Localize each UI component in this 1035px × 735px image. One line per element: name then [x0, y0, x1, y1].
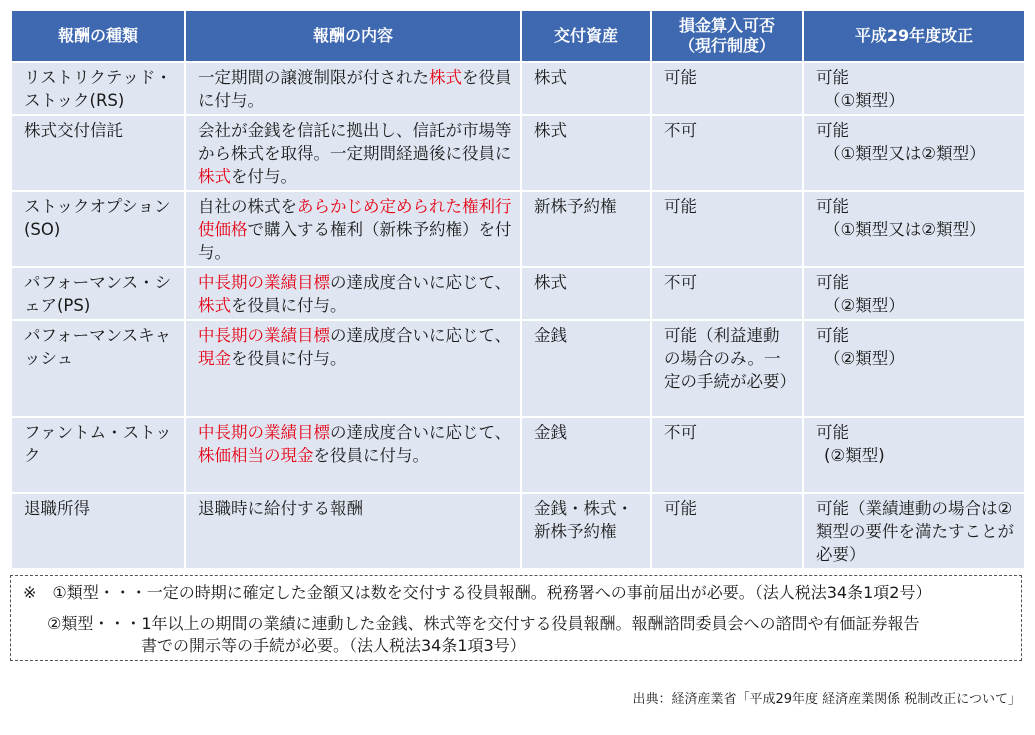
- cell-type: ストックオプション(SO): [12, 190, 186, 266]
- highlight-text: 中長期の業績目標: [198, 273, 330, 292]
- cell-asset: 金銭: [522, 319, 652, 416]
- revision-main: 可能: [816, 273, 849, 292]
- cell-asset: 株式: [522, 61, 652, 114]
- revision-sub: （①類型又は②類型）: [824, 220, 986, 239]
- cell-content: [186, 492, 522, 568]
- content-text: の達成度合いに応じて、: [330, 423, 512, 442]
- revision-sub: （①類型）: [824, 91, 905, 110]
- table-row: [12, 416, 1024, 492]
- content-text: 一定期間の譲渡制限が付された: [198, 68, 429, 87]
- content-text: の達成度合いに応じて、: [330, 326, 512, 345]
- table-row: [12, 492, 1024, 568]
- cell-asset: 金銭: [522, 416, 652, 492]
- cell-content: [186, 319, 522, 416]
- header-deductible-line2: （現行制度）: [678, 36, 775, 55]
- revision-main: 可能（業績連動の場合は②類型の要件を満たすことが必要）: [816, 499, 1014, 564]
- content-text: を役員に付与。: [198, 68, 512, 110]
- cell-revision: [804, 114, 1024, 190]
- cell-revision: [804, 319, 1024, 416]
- highlight-text: 株式: [429, 68, 462, 87]
- header-deductible: [652, 11, 804, 61]
- content-text: で購入する権利（新株予約権）を付与。: [198, 220, 512, 262]
- cell-asset: 株式: [522, 266, 652, 319]
- header-deductible-line1: 損金算入可否: [678, 16, 775, 35]
- content-text: を役員に付与。: [231, 349, 347, 368]
- cell-deductible: 可能（利益連動の場合のみ。一定の手続が必要）: [652, 319, 804, 416]
- highlight-text: 中長期の業績目標: [198, 326, 330, 345]
- cell-type: パフォーマンス・シェア(PS): [12, 266, 186, 319]
- cell-revision: [804, 416, 1024, 492]
- table-row: [12, 114, 1024, 190]
- cell-content: [186, 61, 522, 114]
- cell-revision: [804, 190, 1024, 266]
- revision-main: 可能: [816, 68, 849, 87]
- content-text: 自社の株式を: [198, 197, 297, 216]
- cell-type: ファントム・ストック: [12, 416, 186, 492]
- content-text: 退職時に給付する報酬: [198, 499, 363, 518]
- cell-asset: 金銭・株式・新株予約権: [522, 492, 652, 568]
- revision-sub: （②類型）: [824, 349, 905, 368]
- cell-revision: [804, 266, 1024, 319]
- table-row: [12, 190, 1024, 266]
- cell-deductible: 可能: [652, 190, 804, 266]
- content-text: を付与。: [231, 167, 297, 186]
- cell-content: [186, 266, 522, 319]
- highlight-text: あらかじめ定められた権利行使価格: [198, 197, 512, 239]
- cell-type: リストリクテッド・ストック(RS): [12, 61, 186, 114]
- cell-content: [186, 114, 522, 190]
- note-type1: ※ ①類型・・・一定の時期に確定した金額又は数を交付する役員報酬。税務署への事前届出が必要。（法人税法34条1項2号）: [23, 583, 932, 602]
- cell-deductible: 不可: [652, 266, 804, 319]
- highlight-text: 株価相当の現金: [198, 446, 314, 465]
- table-row: [12, 319, 1024, 416]
- cell-revision: [804, 61, 1024, 114]
- highlight-text: 中長期の業績目標: [198, 423, 330, 442]
- cell-deductible: 可能: [652, 492, 804, 568]
- table-row: [12, 266, 1024, 319]
- revision-sub: （①類型又は②類型）: [824, 144, 986, 163]
- revision-main: 可能: [816, 197, 849, 216]
- cell-content: [186, 416, 522, 492]
- note-type2-cont: 書での開示等の手続が必要。（法人税法34条1項3号）: [141, 636, 526, 655]
- header-asset: 交付資産: [522, 11, 652, 61]
- cell-deductible: 不可: [652, 416, 804, 492]
- revision-sub: （②類型）: [824, 296, 905, 315]
- notes-box: [10, 575, 1022, 661]
- cell-asset: 株式: [522, 114, 652, 190]
- cell-deductible: 可能: [652, 61, 804, 114]
- note-type2: ②類型・・・1年以上の期間の業績に連動した金銭、株式等を交付する役員報酬。報酬諮問委員会への諮問や有価証券報告: [47, 614, 920, 633]
- cell-revision: [804, 492, 1024, 568]
- source-citation: 出典：経済産業省「平成29年度 経済産業関係 税制改正について」: [632, 692, 1021, 707]
- table-header-row: [12, 11, 1024, 61]
- cell-type: 退職所得: [12, 492, 186, 568]
- cell-content: [186, 190, 522, 266]
- revision-main: 可能: [816, 326, 849, 345]
- highlight-text: 株式: [198, 167, 231, 186]
- compensation-table: [12, 11, 1024, 568]
- content-text: を役員に付与。: [231, 296, 347, 315]
- cell-asset: 新株予約権: [522, 190, 652, 266]
- header-content: 報酬の内容: [186, 11, 522, 61]
- cell-deductible: 不可: [652, 114, 804, 190]
- header-revision: 平成29年度改正: [804, 11, 1024, 61]
- content-text: を役員に付与。: [313, 446, 429, 465]
- table-row: [12, 61, 1024, 114]
- cell-type: 株式交付信託: [12, 114, 186, 190]
- cell-type: パフォーマンスキャッシュ: [12, 319, 186, 416]
- header-type: 報酬の種類: [12, 11, 186, 61]
- revision-main: 可能: [816, 121, 849, 140]
- revision-sub: (②類型): [824, 446, 885, 465]
- highlight-text: 現金: [198, 349, 231, 368]
- content-text: の達成度合いに応じて、: [330, 273, 512, 292]
- content-text: 会社が金銭を信託に拠出し、信託が市場等から株式を取得。一定期間経過後に役員に: [198, 121, 512, 163]
- revision-main: 可能: [816, 423, 849, 442]
- highlight-text: 株式: [198, 296, 231, 315]
